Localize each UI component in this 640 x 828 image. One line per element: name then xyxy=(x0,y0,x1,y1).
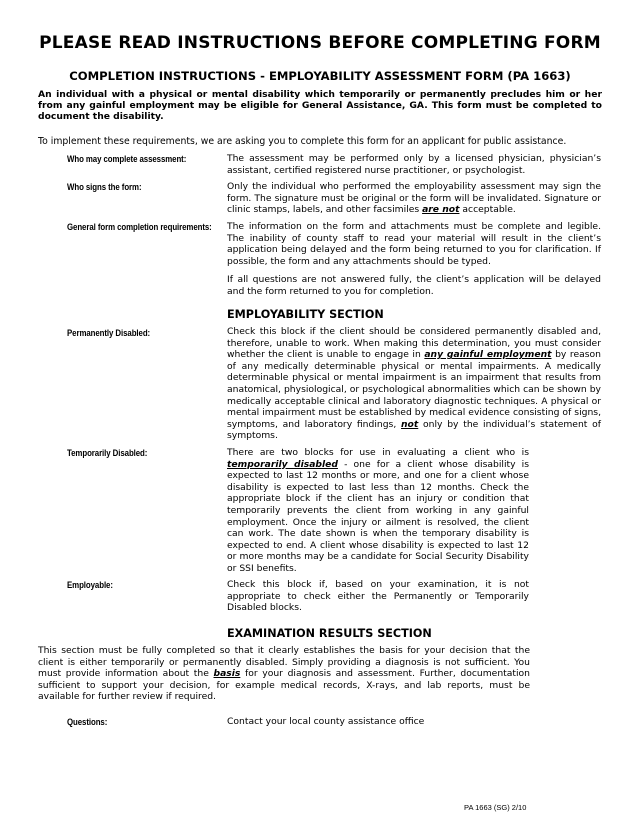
eligibility-statement: An individual with a physical or mental disability which temporarily or permanently precludes him or her from any gainful employment may be eligible for General Assistance, GA. This form must be completed to document the disability. xyxy=(38,89,602,123)
page-title: PLEASE READ INSTRUCTIONS BEFORE COMPLETING FORM xyxy=(39,33,601,53)
temporarily-disabled-label: Temporarily Disabled: xyxy=(67,448,148,459)
who-may-complete-text: The assessment may be performed only by a licensed physician, physician’s assistant, certified registered nurse practitioner, or psychologist. xyxy=(227,153,601,176)
temporarily-disabled-text: There are two blocks for use in evaluating a client who is temporarily disabled - one for a client whose disability is expected to last 12 months or more, and one for a client whose disability is expected to last less than 12 months. Check the appropriate block if the client has an injury or condition that temporarily prevents the client from working in any gainful employment. Once the injury or ailment is resolved, the client can work. The date shown is when the temporary disability is expected to end. A client whose disability is expected to last 12 or more months may be a candidate for Social Security Disability or SSI benefits. xyxy=(227,447,530,574)
form-number: PA 1663 (SG) 2/10 xyxy=(464,803,527,812)
not-emphasis: not xyxy=(401,418,419,430)
permanently-disabled-label: Permanently Disabled: xyxy=(67,328,151,339)
employability-section-heading: EMPLOYABILITY SECTION xyxy=(227,308,384,321)
employable-label: Employable: xyxy=(67,580,113,591)
temporarily-disabled-emphasis: temporarily disabled xyxy=(227,458,338,470)
basis-emphasis: basis xyxy=(213,668,241,680)
questions-label: Questions: xyxy=(67,717,108,728)
questions-text: Contact your local county assistance office xyxy=(227,716,425,727)
are-not-emphasis: are not xyxy=(422,204,460,216)
employable-text: Check this block if, based on your examination, it is not appropriate to check either the Permanently or Temporarily Disabled blocks. xyxy=(227,579,529,614)
general-requirements-text: The information on the form and attachments must be complete and legible. The inability of county staff to read your material will result in the client’s application being delayed and the form being returned to you for clarification. If possible, the form and any attachments should be typed. xyxy=(227,221,601,267)
who-signs-text: Only the individual who performed the employability assessment may sign the form. The signature must be original or the form will be invalidated. Signature or clinic stamps, labels, and other facsimiles are not acceptable. xyxy=(227,181,601,216)
examination-section-heading: EXAMINATION RESULTS SECTION xyxy=(227,627,432,640)
any-gainful-employment-emphasis: any gainful employment xyxy=(424,349,552,361)
incomplete-form-note: If all questions are not answered fully, the client’s application will be delayed and the form returned to you for completion. xyxy=(227,274,601,297)
who-signs-label: Who signs the form: xyxy=(67,182,142,193)
permanently-disabled-text: Check this block if the client should be considered permanently disabled and, therefore, unable to work. When making this determination, you must consider whether the client is unable to engage in any gainful employment by reason of any medically determinable physical or mental impairments. A medically determinable physical or mental impairment is an impairment that results from anatomical, physiological, or psychological abnormalities which can be shown by medically acceptable clinical and laboratory diagnostic techniques. A physical or mental impairment must be established by medical evidence consisting of signs, symptoms, and laboratory findings, not only by the individual’s statement of symptoms. xyxy=(227,326,601,442)
purpose-statement: To implement these requirements, we are asking you to complete this form for an applicant for public assistance. xyxy=(38,136,567,147)
who-may-complete-label: Who may complete assessment: xyxy=(67,154,187,165)
examination-text: This section must be fully completed so that it clearly establishes the basis for your decision that the client is either temporarily or permanently disabled. Simply providing a diagnosis is not sufficient. You must provide information about the basis for your diagnosis and assessment. Further, documentation sufficient to support your decision, for example medical records, X-rays, and lab reports, must be available for further review if required. xyxy=(38,645,530,703)
form-subtitle: COMPLETION INSTRUCTIONS - EMPLOYABILITY ASSESSMENT FORM (PA 1663) xyxy=(69,69,571,83)
general-requirements-label: General form completion requirements: xyxy=(67,222,212,233)
